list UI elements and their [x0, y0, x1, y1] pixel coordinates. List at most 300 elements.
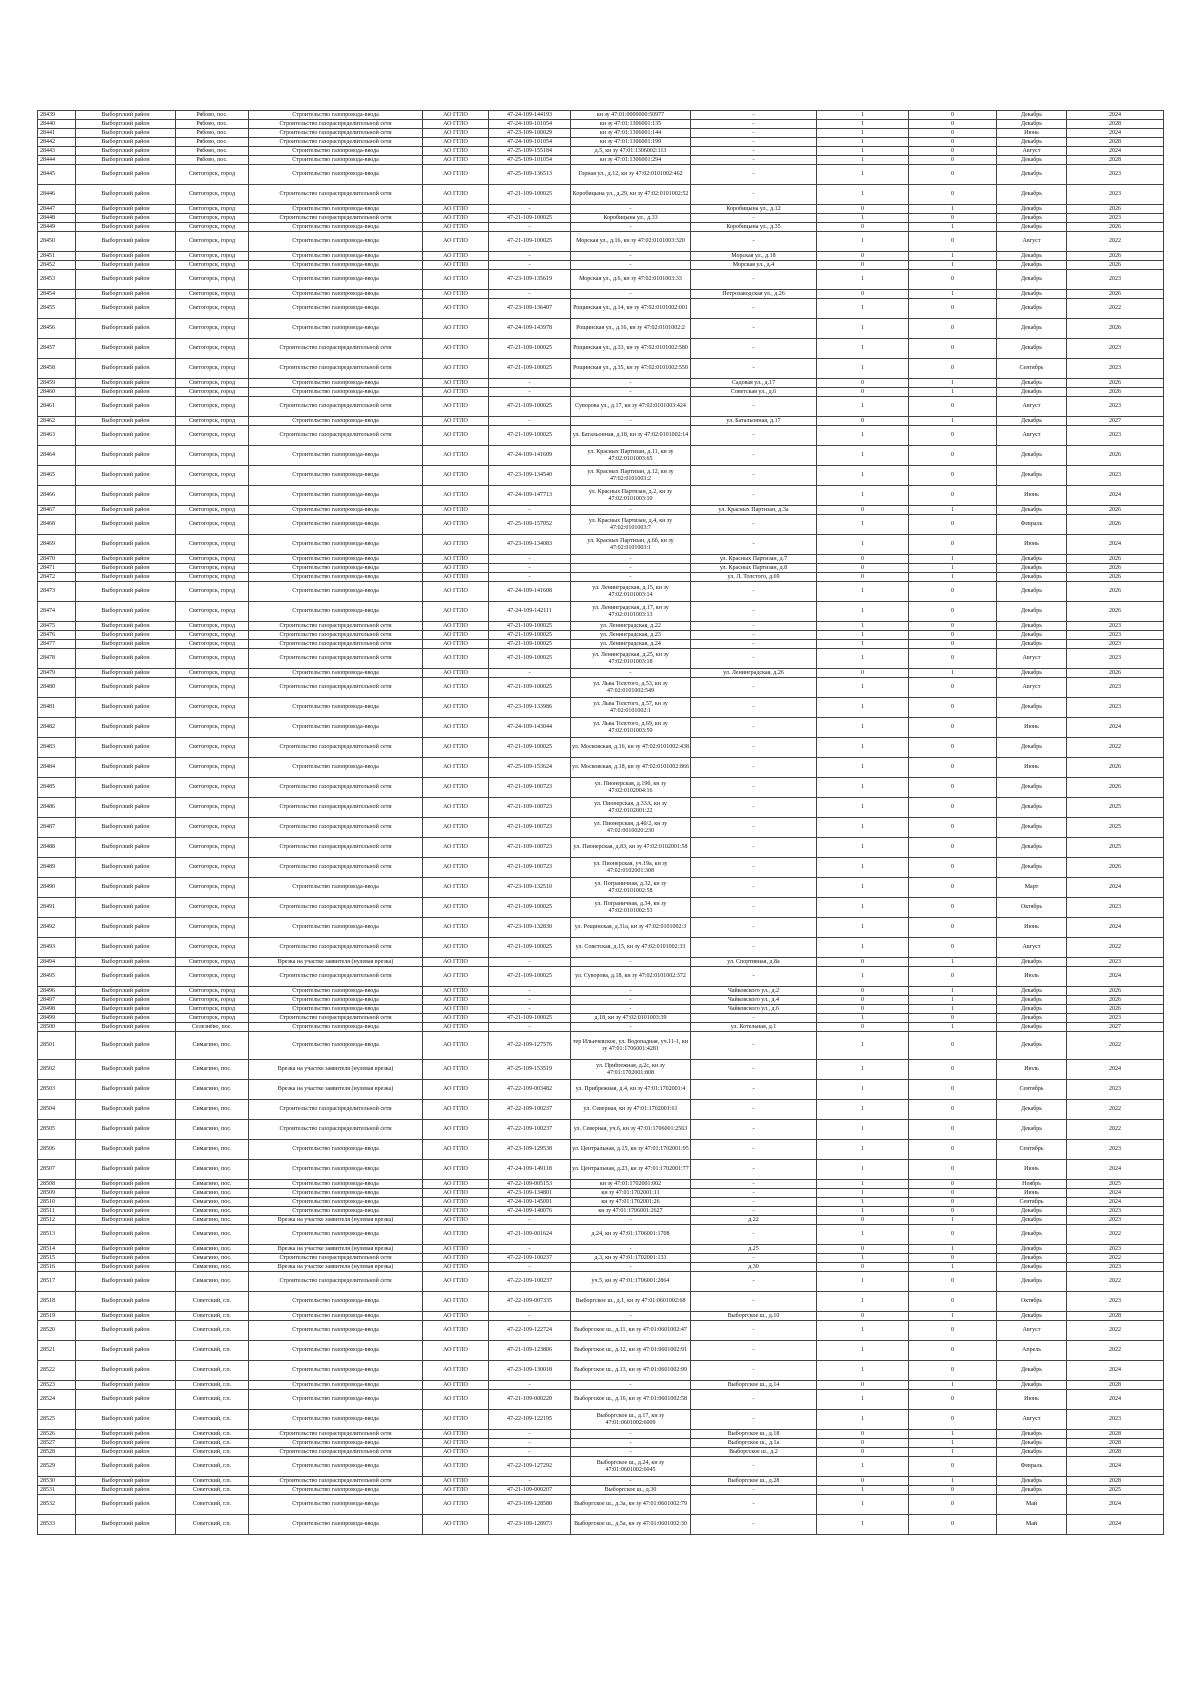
year-cell: 2022 — [1067, 1321, 1164, 1341]
year-cell: 2024 — [1067, 1390, 1164, 1410]
year-cell: 2025 — [1067, 1180, 1164, 1189]
count-cell: 1 — [817, 120, 909, 129]
organization-cell: АО ГГЛО — [423, 582, 489, 602]
month-cell: Июль — [997, 967, 1067, 987]
flag-cell: 0 — [909, 778, 997, 798]
organization-cell: АО ГГЛО — [423, 397, 489, 417]
district-cell: Выборгский район — [76, 111, 176, 120]
address-cell: Советская ул., д.6 — [691, 388, 817, 397]
year-cell: 2023 — [1067, 678, 1164, 698]
contract-number-cell: 47-23-109-135619 — [489, 270, 571, 290]
organization-cell: АО ГГЛО — [423, 555, 489, 564]
district-cell: Выборгский район — [76, 223, 176, 232]
cadastral-address-cell: - — [571, 1245, 691, 1254]
locality-cell: Симагино, пос. — [176, 1160, 249, 1180]
district-cell: Выборгский район — [76, 506, 176, 515]
flag-cell: 0 — [909, 1254, 997, 1263]
table-row — [38, 535, 1164, 555]
count-cell: 0 — [817, 555, 909, 564]
organization-cell: АО ГГЛО — [423, 1254, 489, 1263]
flag-cell: 1 — [909, 564, 997, 573]
month-cell: Август — [997, 938, 1067, 958]
count-cell: 0 — [817, 506, 909, 515]
table-row — [38, 1430, 1164, 1439]
month-cell: Март — [997, 878, 1067, 898]
month-cell: Декабрь — [997, 506, 1067, 515]
contract-number-cell: 47-21-109-100025 — [489, 678, 571, 698]
table-row — [38, 1245, 1164, 1254]
row-number: 28472 — [38, 573, 76, 582]
table-row — [38, 798, 1164, 818]
row-number: 28517 — [38, 1272, 76, 1292]
year-cell: 2023 — [1067, 1410, 1164, 1430]
flag-cell: 0 — [909, 1486, 997, 1495]
address-cell: - — [691, 718, 817, 738]
flag-cell: 0 — [909, 1060, 997, 1080]
count-cell: 1 — [817, 1180, 909, 1189]
address-cell: - — [691, 129, 817, 138]
month-cell: Декабрь — [997, 582, 1067, 602]
work-type-cell: Врезка на участке заявителя (нулевая врезка) — [249, 1263, 423, 1272]
district-cell: Выборгский район — [76, 631, 176, 640]
address-cell: - — [691, 446, 817, 466]
month-cell: Декабрь — [997, 156, 1067, 165]
row-number: 28510 — [38, 1198, 76, 1207]
organization-cell: АО ГГЛО — [423, 426, 489, 446]
organization-cell: АО ГГЛО — [423, 111, 489, 120]
organization-cell: АО ГГЛО — [423, 1292, 489, 1312]
month-cell: Декабрь — [997, 214, 1067, 223]
cadastral-address-cell: Коробицына ул., д.33 — [571, 214, 691, 223]
row-number: 28494 — [38, 958, 76, 967]
organization-cell: АО ГГЛО — [423, 1189, 489, 1198]
contract-number-cell: - — [489, 261, 571, 270]
year-cell: 2022 — [1067, 1225, 1164, 1245]
contract-number-cell: 47-24-109-149118 — [489, 1160, 571, 1180]
organization-cell: АО ГГЛО — [423, 1390, 489, 1410]
table-row — [38, 1515, 1164, 1535]
work-type-cell: Строительство газопровода-ввода — [249, 466, 423, 486]
year-cell: 2023 — [1067, 622, 1164, 631]
row-number: 28524 — [38, 1390, 76, 1410]
count-cell: 1 — [817, 1361, 909, 1381]
work-type-cell: Строительство газопровода-ввода — [249, 1180, 423, 1189]
locality-cell: Светогорск, город — [176, 967, 249, 987]
locality-cell: Симагино, пос. — [176, 1120, 249, 1140]
work-type-cell: Строительство газопровода-ввода — [249, 718, 423, 738]
year-cell: 2026 — [1067, 515, 1164, 535]
locality-cell: Светогорск, город — [176, 631, 249, 640]
flag-cell: 0 — [909, 878, 997, 898]
count-cell: 0 — [817, 261, 909, 270]
year-cell: 2026 — [1067, 1005, 1164, 1014]
row-number: 28481 — [38, 698, 76, 718]
row-number: 28485 — [38, 778, 76, 798]
row-number: 28497 — [38, 996, 76, 1005]
count-cell: 1 — [817, 631, 909, 640]
organization-cell: АО ГГЛО — [423, 718, 489, 738]
cadastral-address-cell: ул. Пионерская, д.33А, кн зу 47:02:0102001:22 — [571, 798, 691, 818]
contract-number-cell: 47-22-109-100237 — [489, 1100, 571, 1120]
count-cell: 1 — [817, 1189, 909, 1198]
cadastral-address-cell: тер Ильичевское, ул. Водопадная, уч.11-1, кн зу 47:01:1706001:4281 — [571, 1032, 691, 1060]
district-cell: Выборгский район — [76, 466, 176, 486]
address-cell: - — [691, 1410, 817, 1430]
year-cell: 2026 — [1067, 564, 1164, 573]
month-cell: Май — [997, 1515, 1067, 1535]
locality-cell: Советский, г.п. — [176, 1312, 249, 1321]
work-type-cell: Строительство газопровода-ввода — [249, 758, 423, 778]
contract-number-cell: 47-21-109-100723 — [489, 798, 571, 818]
work-type-cell: Строительство газопровода-ввода — [249, 1225, 423, 1245]
flag-cell: 0 — [909, 678, 997, 698]
locality-cell: Светогорск, город — [176, 205, 249, 214]
cadastral-address-cell: кн зу 47:01:1702001:002 — [571, 1180, 691, 1189]
address-cell: - — [691, 120, 817, 129]
address-cell: - — [691, 938, 817, 958]
work-type-cell: Строительство газопровода-ввода — [249, 252, 423, 261]
flag-cell: 0 — [909, 129, 997, 138]
table-body — [38, 111, 1164, 1535]
year-cell: 2023 — [1067, 1245, 1164, 1254]
table-row — [38, 1410, 1164, 1430]
organization-cell: АО ГГЛО — [423, 185, 489, 205]
contract-number-cell: 47-25-109-153519 — [489, 1060, 571, 1080]
cadastral-address-cell: Рощинская ул., д.16, кн зу 47:02:0101002:2 — [571, 319, 691, 339]
count-cell: 1 — [817, 582, 909, 602]
locality-cell: Светогорск, город — [176, 379, 249, 388]
cadastral-address-cell: Коробицына ул., д.29, кн зу 47:02:0101002:52 — [571, 185, 691, 205]
cadastral-address-cell: - — [571, 379, 691, 388]
year-cell: 2026 — [1067, 858, 1164, 878]
district-cell: Выборгский район — [76, 573, 176, 582]
contract-number-cell: 47-24-109-142111 — [489, 602, 571, 622]
year-cell: 2024 — [1067, 1189, 1164, 1198]
table-row — [38, 958, 1164, 967]
locality-cell: Светогорск, город — [176, 426, 249, 446]
address-cell: - — [691, 232, 817, 252]
year-cell: 2027 — [1067, 1023, 1164, 1032]
organization-cell: АО ГГЛО — [423, 1140, 489, 1160]
row-number: 28504 — [38, 1100, 76, 1120]
flag-cell: 0 — [909, 649, 997, 669]
locality-cell: Советский, г.п. — [176, 1321, 249, 1341]
table-row — [38, 818, 1164, 838]
row-number: 28491 — [38, 898, 76, 918]
table-sheet — [37, 110, 1163, 1535]
cadastral-address-cell: ул. Приbrежная, д.2с, кн зу 47:01:1702001:808 — [571, 1060, 691, 1080]
count-cell: 0 — [817, 223, 909, 232]
cadastral-address-cell: кн зу 47:01:1702001:26 — [571, 1198, 691, 1207]
district-cell: Выборгский район — [76, 486, 176, 506]
contract-number-cell: - — [489, 555, 571, 564]
locality-cell: Светогорск, город — [176, 555, 249, 564]
month-cell: Июнь — [997, 486, 1067, 506]
organization-cell: АО ГГЛО — [423, 1361, 489, 1381]
month-cell: Июнь — [997, 1160, 1067, 1180]
month-cell: Август — [997, 649, 1067, 669]
contract-number-cell: 47-24-109-147713 — [489, 486, 571, 506]
address-cell: Выборгское ш., д.18 — [691, 1430, 817, 1439]
month-cell: Февраль — [997, 515, 1067, 535]
cadastral-address-cell: - — [571, 1263, 691, 1272]
organization-cell: АО ГГЛО — [423, 120, 489, 129]
row-number: 28479 — [38, 669, 76, 678]
count-cell: 1 — [817, 640, 909, 649]
flag-cell: 1 — [909, 669, 997, 678]
district-cell: Выборгский район — [76, 1014, 176, 1023]
count-cell: 1 — [817, 1495, 909, 1515]
cadastral-address-cell: кн зу 47:01:1306001:294 — [571, 156, 691, 165]
address-cell: - — [691, 1272, 817, 1292]
month-cell: Декабрь — [997, 1263, 1067, 1272]
year-cell: 2026 — [1067, 446, 1164, 466]
work-type-cell: Строительство газораспределительной сети — [249, 967, 423, 987]
district-cell: Выборгский район — [76, 1198, 176, 1207]
year-cell: 2026 — [1067, 290, 1164, 299]
flag-cell: 0 — [909, 758, 997, 778]
cadastral-address-cell: ул. Красных Партизан, д.6б, кн зу 47:02:0101003:1 — [571, 535, 691, 555]
district-cell: Выборгский район — [76, 299, 176, 319]
address-cell: ул. Котельная, д.1 — [691, 1023, 817, 1032]
count-cell: 0 — [817, 388, 909, 397]
cadastral-address-cell: Морская ул., д.16, кн зу 47:02:0101003:320 — [571, 232, 691, 252]
contract-number-cell: 47-21-109-100025 — [489, 640, 571, 649]
address-cell: - — [691, 1014, 817, 1023]
year-cell: 2026 — [1067, 319, 1164, 339]
organization-cell: АО ГГЛО — [423, 778, 489, 798]
count-cell: 0 — [817, 1245, 909, 1254]
locality-cell: Светогорск, город — [176, 573, 249, 582]
year-cell: 2023 — [1067, 185, 1164, 205]
contract-number-cell: - — [489, 996, 571, 1005]
cadastral-address-cell: Горная ул., д.12, кн зу 47:02:0101002:462 — [571, 165, 691, 185]
address-cell: Чайковского ул., д.2 — [691, 987, 817, 996]
district-cell: Выборгский район — [76, 555, 176, 564]
address-cell: ул. Красных Партизан, д.7 — [691, 555, 817, 564]
table-row — [38, 555, 1164, 564]
contract-number-cell: 47-21-109-001624 — [489, 1225, 571, 1245]
work-type-cell: Строительство газопровода-ввода — [249, 1032, 423, 1060]
work-type-cell: Строительство газопровода-ввода — [249, 535, 423, 555]
table-row — [38, 205, 1164, 214]
address-cell: - — [691, 698, 817, 718]
month-cell: Декабрь — [997, 111, 1067, 120]
organization-cell: АО ГГЛО — [423, 205, 489, 214]
locality-cell: Симагино, пос. — [176, 1189, 249, 1198]
cadastral-address-cell: ул. Рощинская, д.31а, кн зу 47:02:0101002:3 — [571, 918, 691, 938]
organization-cell: АО ГГЛО — [423, 1245, 489, 1254]
month-cell: Август — [997, 1321, 1067, 1341]
table-row — [38, 506, 1164, 515]
month-cell: Декабрь — [997, 996, 1067, 1005]
year-cell: 2023 — [1067, 649, 1164, 669]
table-row — [38, 1060, 1164, 1080]
address-cell: - — [691, 138, 817, 147]
row-number: 28509 — [38, 1189, 76, 1198]
row-number: 28532 — [38, 1495, 76, 1515]
work-type-cell: Строительство газораспределительной сети — [249, 339, 423, 359]
flag-cell: 0 — [909, 1292, 997, 1312]
flag-cell: 0 — [909, 1140, 997, 1160]
year-cell: 2022 — [1067, 1100, 1164, 1120]
cadastral-address-cell: ул. Северная, уч.6, кн зу 47:01:1706001:2563 — [571, 1120, 691, 1140]
contract-number-cell: 47-25-109-136513 — [489, 165, 571, 185]
count-cell: 0 — [817, 564, 909, 573]
cadastral-address-cell: кн зу 47:01:1706001:2627 — [571, 1207, 691, 1216]
locality-cell: Светогорск, город — [176, 232, 249, 252]
organization-cell: АО ГГЛО — [423, 1005, 489, 1014]
row-number: 28527 — [38, 1439, 76, 1448]
cadastral-address-cell: ул. Льва Толстого, д.57, кн зу 47:02:0101002:1 — [571, 698, 691, 718]
count-cell: 0 — [817, 1216, 909, 1225]
work-type-cell: Строительство газопровода-ввода — [249, 205, 423, 214]
address-cell: Морская ул., д.18 — [691, 252, 817, 261]
count-cell: 1 — [817, 778, 909, 798]
year-cell: 2026 — [1067, 669, 1164, 678]
cadastral-address-cell: ул. Красных Партизан, д.12, кн зу 47:02:0101003:2 — [571, 466, 691, 486]
month-cell: Август — [997, 232, 1067, 252]
district-cell: Выборгский район — [76, 1439, 176, 1448]
flag-cell: 0 — [909, 270, 997, 290]
work-type-cell: Строительство газопровода-ввода — [249, 1495, 423, 1515]
work-type-cell: Строительство газопровода-ввода — [249, 417, 423, 426]
address-cell: ул. Спортивная, д.8а — [691, 958, 817, 967]
district-cell: Выборгский район — [76, 1410, 176, 1430]
flag-cell: 1 — [909, 1005, 997, 1014]
table-row — [38, 1160, 1164, 1180]
row-number: 28501 — [38, 1032, 76, 1060]
district-cell: Выборгский район — [76, 156, 176, 165]
row-number: 28503 — [38, 1080, 76, 1100]
locality-cell: Симагино, пос. — [176, 1060, 249, 1080]
contract-number-cell: 47-21-109-000207 — [489, 1486, 571, 1495]
address-cell: - — [691, 1140, 817, 1160]
table-row — [38, 878, 1164, 898]
organization-cell: АО ГГЛО — [423, 417, 489, 426]
district-cell: Выборгский район — [76, 1361, 176, 1381]
year-cell: 2028 — [1067, 120, 1164, 129]
cadastral-address-cell: кн зу 47:01:1306001:199 — [571, 138, 691, 147]
row-number: 28455 — [38, 299, 76, 319]
contract-number-cell: 47-23-109-128973 — [489, 1515, 571, 1535]
count-cell: 1 — [817, 426, 909, 446]
work-type-cell: Строительство газопровода-ввода — [249, 996, 423, 1005]
flag-cell: 0 — [909, 1189, 997, 1198]
locality-cell: Светогорск, город — [176, 1005, 249, 1014]
locality-cell: Симагино, пос. — [176, 1032, 249, 1060]
cadastral-address-cell: - — [571, 1312, 691, 1321]
count-cell: 1 — [817, 818, 909, 838]
row-number: 28466 — [38, 486, 76, 506]
contract-number-cell: 47-24-109-101054 — [489, 138, 571, 147]
cadastral-address-cell: - — [571, 1430, 691, 1439]
month-cell: Декабрь — [997, 698, 1067, 718]
table-row — [38, 165, 1164, 185]
count-cell: 1 — [817, 1100, 909, 1120]
address-cell: - — [691, 1189, 817, 1198]
month-cell: Декабрь — [997, 388, 1067, 397]
row-number: 28445 — [38, 165, 76, 185]
contract-number-cell: 47-22-109-007335 — [489, 1292, 571, 1312]
row-number: 28465 — [38, 466, 76, 486]
locality-cell: Рябово, пос. — [176, 156, 249, 165]
year-cell: 2026 — [1067, 506, 1164, 515]
contract-number-cell: 47-21-109-100025 — [489, 185, 571, 205]
work-type-cell: Строительство газопровода-ввода — [249, 698, 423, 718]
count-cell: 0 — [817, 987, 909, 996]
row-number: 28513 — [38, 1225, 76, 1245]
row-number: 28492 — [38, 918, 76, 938]
address-cell: - — [691, 818, 817, 838]
organization-cell: АО ГГЛО — [423, 232, 489, 252]
cadastral-address-cell: - — [571, 1216, 691, 1225]
table-row — [38, 1341, 1164, 1361]
row-number: 28529 — [38, 1457, 76, 1477]
contract-number-cell: 47-22-109-100237 — [489, 1254, 571, 1263]
flag-cell: 1 — [909, 1216, 997, 1225]
contract-number-cell: - — [489, 1245, 571, 1254]
district-cell: Выборгский район — [76, 958, 176, 967]
address-cell: - — [691, 1495, 817, 1515]
row-number: 28473 — [38, 582, 76, 602]
work-type-cell: Строительство газораспределительной сети — [249, 1014, 423, 1023]
count-cell: 1 — [817, 622, 909, 631]
address-cell: - — [691, 878, 817, 898]
count-cell: 1 — [817, 446, 909, 466]
cadastral-address-cell: - — [571, 388, 691, 397]
year-cell: 2023 — [1067, 466, 1164, 486]
count-cell: 1 — [817, 1140, 909, 1160]
table-row — [38, 1477, 1164, 1486]
contract-number-cell: 47-21-109-100025 — [489, 426, 571, 446]
month-cell: Август — [997, 426, 1067, 446]
organization-cell: АО ГГЛО — [423, 515, 489, 535]
district-cell: Выборгский район — [76, 1060, 176, 1080]
month-cell: Декабрь — [997, 1254, 1067, 1263]
table-row — [38, 602, 1164, 622]
table-row — [38, 185, 1164, 205]
count-cell: 0 — [817, 290, 909, 299]
district-cell: Выборгский район — [76, 564, 176, 573]
count-cell: 1 — [817, 1060, 909, 1080]
flag-cell: 0 — [909, 1180, 997, 1189]
locality-cell: Светогорск, город — [176, 506, 249, 515]
table-row — [38, 261, 1164, 270]
contract-number-cell: 47-24-109-145091 — [489, 1198, 571, 1207]
year-cell: 2023 — [1067, 214, 1164, 223]
cadastral-address-cell: ул. Центральная, д.15, кн зу 47:01:1702001:95 — [571, 1140, 691, 1160]
count-cell: 0 — [817, 1448, 909, 1457]
flag-cell: 0 — [909, 397, 997, 417]
work-type-cell: Строительство газопровода-ввода — [249, 1321, 423, 1341]
cadastral-address-cell: ул. Ленинградская, д.25, кн зу 47:02:0101003:18 — [571, 649, 691, 669]
locality-cell: Светогорск, город — [176, 299, 249, 319]
work-type-cell: Строительство газопровода-ввода — [249, 165, 423, 185]
year-cell: 2026 — [1067, 582, 1164, 602]
table-row — [38, 1495, 1164, 1515]
work-type-cell: Строительство газопровода-ввода — [249, 1361, 423, 1381]
contract-number-cell: - — [489, 1312, 571, 1321]
district-cell: Выборгский район — [76, 1515, 176, 1535]
table-row — [38, 678, 1164, 698]
count-cell: 0 — [817, 958, 909, 967]
work-type-cell: Строительство газораспределительной сети — [249, 818, 423, 838]
month-cell: Декабрь — [997, 339, 1067, 359]
year-cell: 2026 — [1067, 573, 1164, 582]
district-cell: Выборгский район — [76, 252, 176, 261]
table-row — [38, 898, 1164, 918]
